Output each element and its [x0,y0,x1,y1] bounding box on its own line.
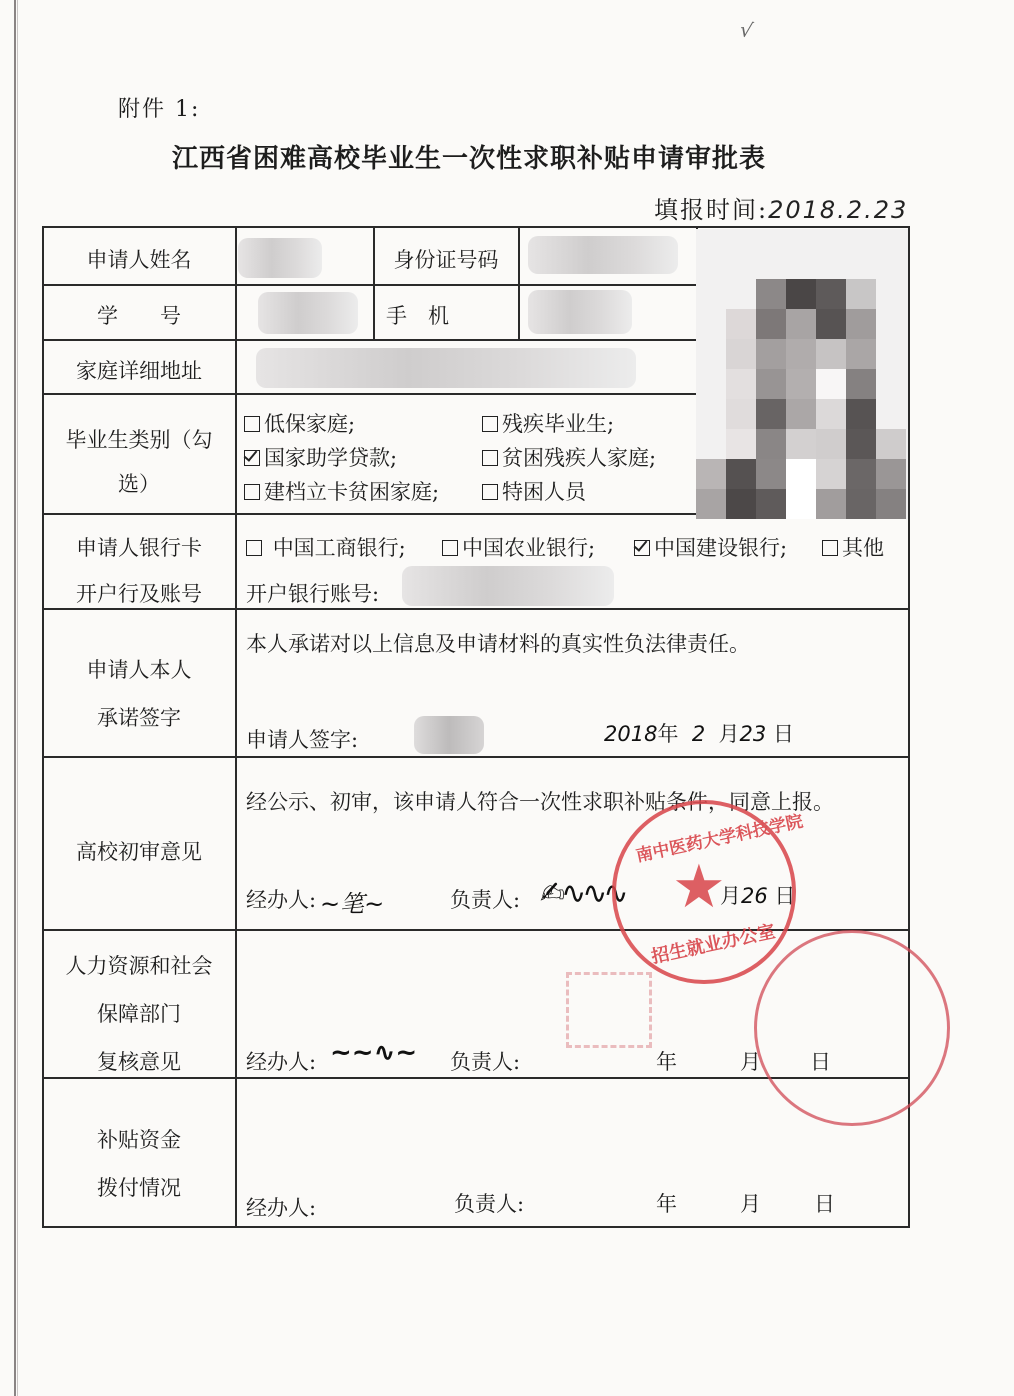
school-responsible-signature: ✍∿∿∿ [540,876,625,911]
student-number-value-redacted [258,292,358,334]
row-divider [42,393,696,395]
subsidy-responsible-label: 负责人: [454,1192,525,1216]
checkbox-icon[interactable] [482,450,498,466]
row-divider [42,756,910,758]
pledge-date: 2018年 2 月23 日 [604,722,794,746]
row-divider [42,339,696,341]
pledge-date-year: 2018 [604,722,658,746]
student-number-label: 学 号 [97,304,181,328]
applicant-signature-redacted [414,716,484,754]
subsidy-year-unit: 年 [656,1192,677,1216]
checkbox-icon[interactable] [822,540,838,556]
graduate-category-label-cont: 选） [118,472,160,496]
checkbox-icon[interactable] [482,416,498,432]
pledge-label: 申请人本人 [86,658,192,682]
home-address-label: 家庭详细地址 [76,359,202,383]
checkbox-checked-icon[interactable] [244,450,260,466]
hr-handler-signature: ~~∿~ [330,1038,418,1068]
hr-handler-label: 经办人: [246,1050,317,1074]
hr-month-unit: 月 [740,1050,761,1074]
hr-review-label-cont: 保障部门 [97,1002,181,1026]
category-option-low-income[interactable]: 低保家庭; [244,408,355,438]
subsidy-month-unit: 月 [740,1192,761,1216]
applicant-signature-label: 申请人签字: [246,728,359,752]
hr-day-unit: 日 [810,1050,831,1074]
hr-responsible-label: 负责人: [450,1050,521,1074]
subsidy-label-cont: 拨付情况 [97,1176,181,1200]
graduate-category-label: 毕业生类别（勾 [65,428,213,452]
pledge-statement: 本人承诺对以上信息及申请材料的真实性负法律责任。 [246,632,750,656]
school-responsible-label: 负责人: [450,888,521,912]
table-border-top [42,226,910,228]
fill-time-label: 填报时间: [654,196,769,224]
applicant-name-value-redacted [238,238,322,278]
id-number-value-redacted [528,236,678,274]
table-border-bottom [42,1226,910,1228]
school-seal-stamp: ★ 南中医药大学科技学院 招生就业办公室 [612,800,796,984]
checkbox-icon[interactable] [244,484,260,500]
bank-option-ccb[interactable]: 中国建设银行; [634,532,787,562]
applicant-photo-pixelated [696,229,908,519]
bank-account-value-redacted [402,566,614,606]
checkbox-icon[interactable] [246,540,262,556]
bank-option-icbc[interactable]: 中国工商银行; [246,532,406,562]
column-divider [518,226,520,340]
category-option-registered-poverty[interactable]: 建档立卡贫困家庭; [244,476,439,506]
bank-label-cont: 开户行及账号 [76,582,202,606]
row-divider [42,608,910,610]
subsidy-handler-label: 经办人: [246,1196,317,1220]
category-option-poor-disabled-family[interactable]: 贫困残疾人家庭; [482,442,656,472]
school-review-date: 月26 日 [720,884,796,908]
bank-option-abc[interactable]: 中国农业银行; [442,532,595,562]
pen-mark: √ [738,17,755,43]
faint-hr-seal-stamp [754,930,950,1126]
form-title: 江西省困难高校毕业生一次性求职补贴申请审批表 [172,144,767,174]
page-edge-shadow [17,0,18,1396]
school-review-opinion: 经公示、初审，该申请人符合一次性求职补贴条件，同意上报。 [246,790,834,814]
checkbox-checked-icon[interactable] [634,540,650,556]
subsidy-day-unit: 日 [814,1192,835,1216]
school-review-label: 高校初审意见 [76,840,202,864]
bank-account-label: 开户银行账号: [246,582,380,606]
phone-value-redacted [528,290,632,334]
checkbox-icon[interactable] [482,484,498,500]
fill-time [654,190,908,225]
label-column-divider [235,226,237,1228]
faint-square-stamp [566,972,652,1048]
hr-review-label: 人力资源和社会 [65,954,213,978]
school-handler-signature: ~笔~ [320,890,385,918]
star-icon: ★ [672,852,726,922]
pledge-label-cont: 承诺签字 [97,706,181,730]
category-option-extreme-hardship[interactable]: 特困人员 [482,476,586,506]
home-address-value-redacted [256,348,636,388]
pledge-date-month: 2 [691,722,706,746]
page-edge [14,0,16,1396]
phone-label: 手 机 [386,304,449,328]
attachment-label: 附件 1: [118,97,201,122]
school-handler-label: 经办人: [246,888,317,912]
fill-time-value: 2018.2.23 [768,196,909,224]
column-divider [373,226,375,340]
hr-year-unit: 年 [656,1050,677,1074]
category-option-student-loan[interactable]: 国家助学贷款; [244,442,397,472]
subsidy-label: 补贴资金 [97,1128,181,1152]
checkbox-icon[interactable] [442,540,458,556]
id-number-label: 身份证号码 [393,248,499,272]
row-divider [42,284,696,286]
applicant-name-label: 申请人姓名 [86,248,192,272]
bank-option-other[interactable]: 其他 [822,532,884,562]
category-option-disabled-graduate[interactable]: 残疾毕业生; [482,408,614,438]
checkbox-icon[interactable] [244,416,260,432]
bank-label: 申请人银行卡 [76,536,202,560]
pledge-date-day: 23 [739,722,767,746]
hr-review-label-cont2: 复核意见 [97,1050,181,1074]
